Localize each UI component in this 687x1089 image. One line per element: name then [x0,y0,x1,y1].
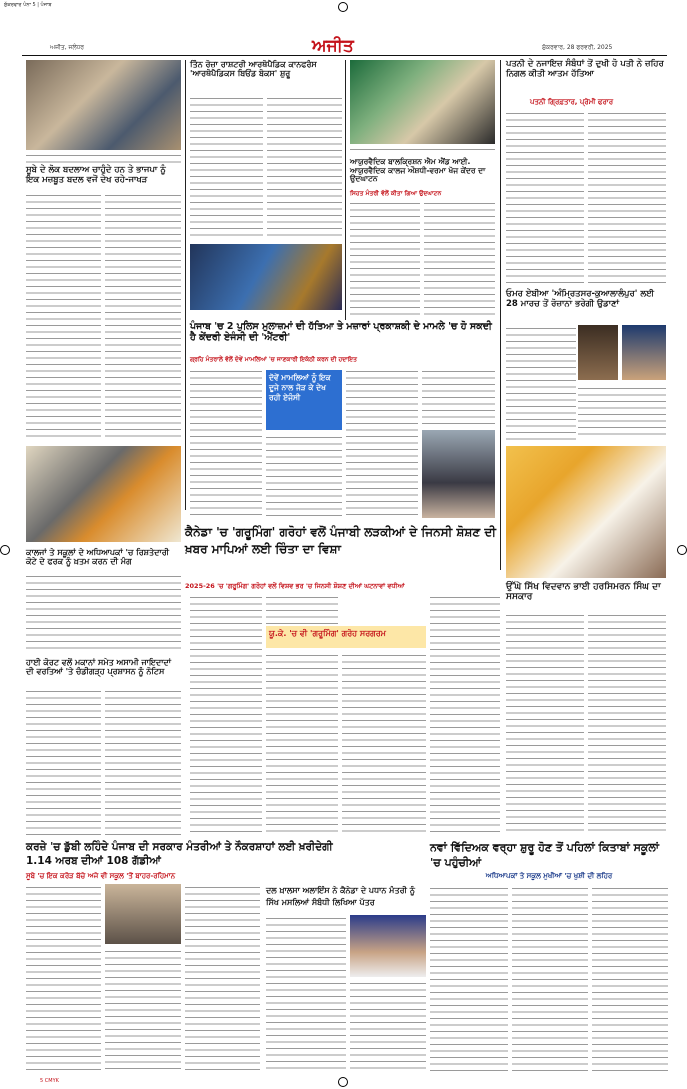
article-body [506,110,584,285]
article-body [430,885,508,1074]
highlight-box-agency [266,370,342,430]
article-body [506,325,576,440]
article-body [26,573,181,653]
photo-conference-stage [190,244,342,310]
article-body [266,594,338,624]
article-body [430,594,500,834]
headline-books-schools: ਨਵਾਂ ਵਿੱਦਿਅਕ ਵਰ੍ਹਾ ਸ਼ੁਰੂ ਹੋਣ ਤੋਂ ਪਹਿਲਾਂ ਕਿਤਾਬਾਂ ਸਕੂਲਾਂ 'ਚ ਪਹੁੰਚੀਆਂ [430,841,659,869]
article-body [266,434,342,518]
portrait-rehman [105,884,181,944]
article-body [190,594,262,834]
headline-ayurvedic-centre: ਆਯੁਰਵੈਦਿਕ ਬਾਲਕ੍ਰਿਸ਼ਨ ਐਮ ਐਂਡ ਆਈ. ਆਯੁਰਵੈਦਿਕ ਕਾਲਜ ਔਸ਼ਧੀ-ਵਰਮਾ ਖੋਜ ਕੇਂਦਰ ਦਾ ਉਦਘਾਟਨ [350,157,486,184]
headline-grooming-gangs: ਕੈਨੇਡਾ 'ਚ 'ਗਰੂਮਿੰਗ' ਗਰੋਹਾਂ ਵਲੋਂ ਪੰਜਾਬੀ ਲੜਕੀਆਂ ਦੇ ਜਿਨਸੀ ਸ਼ੋਸ਼ਣ ਦੀ ਖ਼ਬਰ ਮਾਪਿਆਂ ਲਈ ਚਿੰਤਾ ਦਾ ਵਿਸ਼ਾ [185,525,496,556]
subhead-ayurvedic-centre: ਸਿਹਤ ਮੰਤਰੀ ਵੱਲੋਂ ਕੀਤਾ ਗਿਆ ਉਦਘਾਟਨ [350,190,442,197]
article-body [26,192,101,442]
page-header [22,36,667,56]
article-body [592,885,668,1074]
portrait-a [578,325,618,380]
article-body [512,885,588,1074]
article-body [267,95,342,240]
photo-group-bjp [26,60,181,150]
headline-high-court: ਹਾਈ ਕੋਰਟ ਵਲੋਂ ਮਕਾਨਾਂ ਸਮੇਤ ਅਸਾਮੀ ਜਾਇਦਾਦਾਂ ਦੀ ਵਰਤਿਆਂ 'ਤੇ ਚੰਡੀਗੜ੍ਹ ਪ੍ਰਸ਼ਾਸਨ ਨੂੰ ਨੋਟਿਸ [26,658,172,677]
headline-flights: ਓਮਰ ਏਬੀਆ 'ਅੰਮ੍ਰਿਤਸਰ-ਕੁਆਲਾਲੰਪੁਰ' ਲਈ 28 ਮਾਰਚ ਤੋਂ ਰੋਜ਼ਾਨਾ ਭਰੇਗੀ ਉਡਾਣਾਂ [506,289,654,309]
photo-ayurvedic-inauguration [350,60,495,144]
portrait-sikh [350,915,426,977]
header-date: ਸ਼ੁੱਕਰਵਾਰ, 28 ਫਰਵਰੀ, 2025 [542,44,613,51]
photo-caption [350,146,495,154]
photo-caption [26,152,181,164]
column-divider [345,60,346,320]
registration-mark-top [338,2,348,12]
article-body [588,612,666,834]
article-body [190,95,263,240]
registration-mark-bottom [338,1077,348,1087]
headline-vehicles: ਕਰਜ਼ੇ 'ਚ ਡੁੱਬੀ ਲਹਿੰਦੇ ਪੰਜਾਬ ਦੀ ਸਰਕਾਰ ਮੰਤਰੀਆਂ ਤੇ ਨੌਕਰਸ਼ਾਹਾਂ ਲਈ ਖ਼ਰੀਦੇਗੀ 1.14 ਅਰਬ ਦੀਆਂ 108 ਗੱਡੀਆਂ [26,841,333,867]
subhead-husband-suicide: ਪਤਨੀ ਗ੍ਰਿਫ਼ਤਾਰ, ਪ੍ਰੇਮੀ ਫਰਾਰ [530,98,614,106]
highlight-text: ਯੂ.ਕੇ. 'ਚ ਵੀ 'ਗਰੂਮਿੰਗ' ਗਰੋਹ ਸਰਗਰਮ [269,629,386,638]
headline-dal-khalsa: ਦਲ ਖ਼ਾਲਸਾ ਅਲਾਇੰਸ ਨੇ ਕੈਨੇਡਾ ਦੇ ਪਧਾਨ ਮੰਤਰੀ ਨੂੰ ਸਿੱਖ ਮਸਲਿਆਂ ਸੰਬੰਧੀ ਲਿਖਿਆ ਪੱਤਰ [266,886,415,907]
article-body [350,980,426,1074]
subhead-police-killings: ਗ੍ਰਹਿ ਮੰਤਰਾਲੇ ਵੱਲੋਂ ਦੋਵੇਂ ਮਾਮਲਿਆਂ 'ਚ ਜਾਣਕਾਰੀ ਇਕੱਠੀ ਕਰਨ ਦੀ ਹਦਾਇਤ [190,356,357,363]
print-info-line: ਸ਼ੁੱਕਰਵਾਰ ਪੰਨਾ 5 | ਪੰਜਾਬ [4,2,52,8]
photo-meeting [26,446,181,542]
registration-mark-left [0,545,10,555]
article-body [26,688,101,838]
article-body [422,368,495,428]
photo-memorial [506,446,666,578]
article-body [346,368,418,518]
headline-police-killings: ਪੰਜਾਬ 'ਚ 2 ਪੁਲਿਸ ਮੁਲਾਜ਼ਮਾਂ ਦੀ ਹੱਤਿਆ ਤੇ ਮਜ਼ਾਰਾਂ ਪ੍ਰਕਾਸ਼ਕੀ ਦੇ ਮਾਮਲੇ 'ਚ ਹੋ ਸਕਦੀ ਹੈ ਕੇਂਦਰੀ ਏਜੰਸੀ ਦੀ 'ਐਂਟਰੀ' [190,321,492,343]
header-left: ਅਜੀਤ, ਜਲੰਧਰ [50,44,85,51]
article-body [105,948,181,1074]
headline-teachers-quota: ਕਾਲਜਾਂ ਤੇ ਸਕੂਲਾਂ ਦੇ ਅਧਿਆਪਕਾਂ 'ਚ ਰਿਸ਼ਤੇਦਾਰੀ ਕੋਟੇ ਦੇ ਫਰਕ ਨੂੰ ਖ਼ਤਮ ਕਰਨ ਦੀ ਮੰਗ [26,548,170,567]
article-body [105,192,181,442]
article-body [266,652,338,834]
highlight-text: ਦੋਵੇਂ ਮਾਮਲਿਆਂ ਨੂੰ ਇਕ ਦੂਜੇ ਨਾਲ ਜੋੜ ਕੇ ਦੇਖ ਰਹੀ ਏਜੰਸੀ [269,373,331,402]
masthead: ਅਜੀਤ [312,36,354,56]
column-divider [185,60,186,510]
column-divider [500,60,501,570]
article-body [26,884,101,1074]
headline-husband-suicide: ਪਤਨੀ ਦੇ ਨਜਾਇਜ਼ ਸੰਬੰਧਾਂ ਤੋਂ ਦੁਖੀ ਹੋ ਪਤੀ ਨੇ ਜ਼ਹਿਰ ਨਿਗਲ ਕੀਤੀ ਆਤਮ ਹੱਤਿਆ [506,59,664,79]
headline-jakhar: ਸੂਬੇ ਦੇ ਲੋਕ ਬਦਲਾਅ ਚਾਹੁੰਦੇ ਹਨ ਤੇ ਭਾਜਪਾ ਨੂੰ ਇਕ ਮਜ਼ਬੂਤ ਬਦਲ ਵਜੋਂ ਦੇਖ ਰਹੇ-ਜਾਖੜ [26,165,166,185]
print-color-marks: 5 CMYK [40,1078,59,1084]
article-body [588,110,666,285]
portrait-sharif [422,430,495,518]
article-body [350,200,420,315]
highlight-box-uk [266,626,426,648]
article-body [578,385,666,440]
registration-mark-right [677,545,687,555]
article-body [342,652,426,834]
article-body [190,368,262,518]
article-body [105,688,181,838]
article-body [266,915,346,1074]
subhead-books-schools: ਅਧਿਆਪਕਾਂ ਤੇ ਸਕੂਲ ਮੁਖੀਆਂ 'ਚ ਖੁਸ਼ੀ ਦੀ ਲਹਿਰ [485,872,613,880]
subhead-vehicles: ਸੂਬੇ 'ਚ ਇਕ ਕਰੋੜ ਬੱਚੇ ਅਜੇ ਵੀ ਸਕੂਲ 'ਤੋਂ ਬਾਹਰ-ਰਹਿਮਾਨ [26,872,176,880]
article-body [506,612,584,834]
headline-ortho-conference: ਤਿੰਨ ਰੋਜ਼ਾ ਰਾਸ਼ਟਰੀ ਆਰਥੋਪੈਡਿਕ ਕਾਨਫਰੰਸ 'ਆਰਥੋਪੈਡਿਕਸ ਬਿਓਂਡ ਬੋਕਸ' ਸ਼ੁਰੂ [190,60,317,79]
article-body [424,200,495,315]
portrait-b [622,325,666,380]
subhead-grooming-gangs: 2025-26 'ਚ 'ਗਰੂਮਿੰਗ' ਗਰੋਹਾਂ ਵਲੋਂ ਵਿਸ਼ਵ ਭਰ 'ਚ ਜਿਨਸੀ ਸ਼ੋਸ਼ਣ ਦੀਆਂ ਘਟਨਾਵਾਂ ਵਧੀਆਂ [185,582,405,590]
article-body [185,884,260,1074]
headline-cremation: ਉੱਘੇ ਸਿੱਖ ਵਿਦਵਾਨ ਭਾਈ ਹਰਸਿਮਰਨ ਸਿੰਘ ਦਾ ਸਸਕਾਰ [506,582,661,603]
